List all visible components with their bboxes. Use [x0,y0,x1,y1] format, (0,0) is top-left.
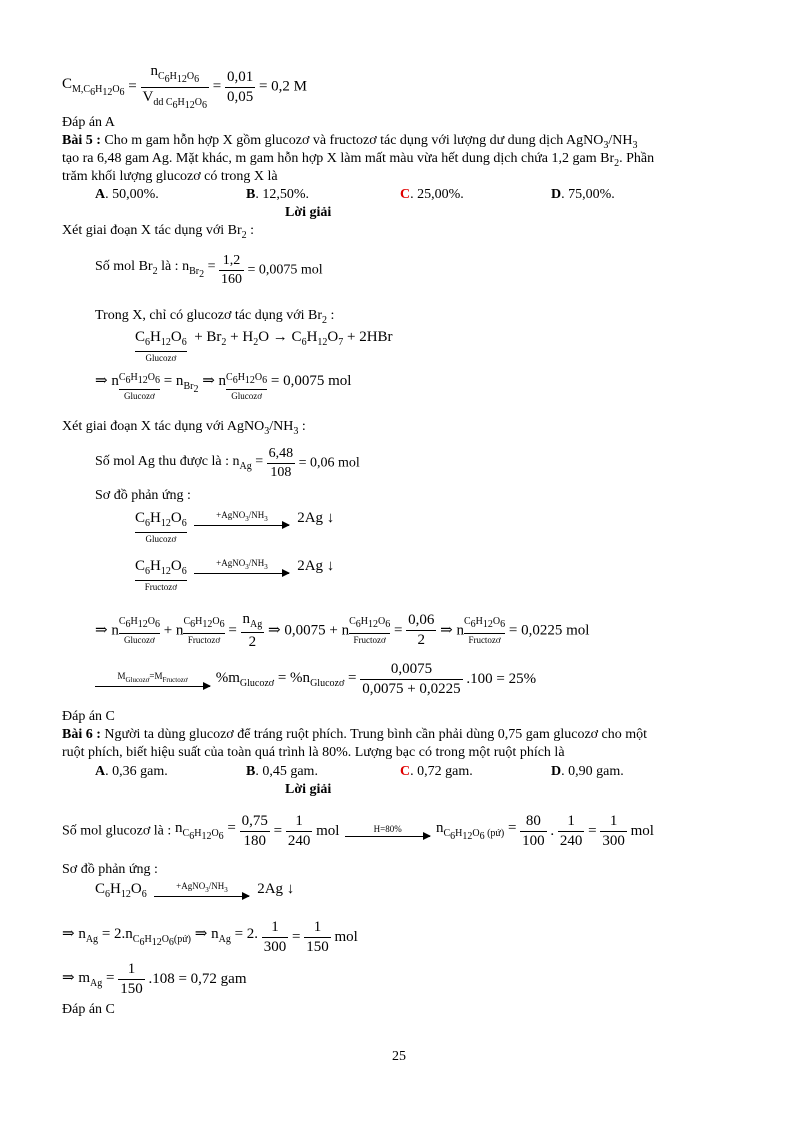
bai6-scheme: $C_6H_{12}O_6$ $+AgNO_3/NH_3$ 2Ag ↓ [95,881,295,900]
bai5-option-d: D. 75,00%. [551,187,615,202]
answer-a: Đáp án A [62,115,115,130]
bai6-mol-glucose: Số mol glucozơ là : $n_{C_6H_{12}O_6}$ = $\frac{0,75}{180}$ = $\frac{1}{240}$ mol H=80% $n_{C_6H_{12}O_6 (pứ)}$ = $\frac{80}{100}$ . $\frac{1}{240}$ = $\frac{1}{300}$ mol [62,813,654,849]
bai6-option-c: C. 0,72 gam. [400,764,473,779]
bai5-step1: Xét giai đoạn X tác dụng với $Br_2$ : [62,223,255,241]
bai6-line2: ruột phích, biết hiệu suất của toàn quá trình là 80%. Lượng bạc có trong một ruột phích là [62,745,565,760]
bai5-percent: $M_{Glucozơ}=M_{Fructozơ}$ $\%m_{Glucozơ} = \%n_{Glucozơ}$ = $\frac{0,0075}{0,0075 + 0,0225}$ .100 = 25% [95,660,536,699]
bai6-scheme-title: Sơ đồ phản ứng : [62,862,158,877]
bai5-n-glucose: ⇒ n $C_6H_{12}O_6$ Glucozơ = $n_{Br_2}$ ⇒ n $C_6H_{12}O_6$ Glucozơ = 0,0075 mol [95,372,352,401]
reaction-arrow: $+AgNO_3/NH_3$ [194,511,289,526]
bai5-line1: Bài 5 : Cho m gam hỗn hợp X gồm glucozơ và fructozơ tác dụng với lượng dư dung dịch $AgNO_3/NH_3$ [62,133,638,151]
bai5-mol-ag: Số mol Ag thu được là : $n_{Ag}$ = $\frac{6,48}{108}$ = 0,06 mol [95,446,360,480]
concentration-formula: $C_{M,C_6H_{12}O_6}$ = $\frac{n_{C_6H_{12}O_6}}{V_{dd C_6H_{12}O_6}}$ = $\frac{0,01}{0,05}$ = 0,2 M [62,63,308,111]
equal-mass-arrow: $M_{Glucozơ}=M_{Fructozơ}$ [95,672,210,687]
yield-arrow: H=80% [345,825,430,837]
bai5-line3: trăm khối lượng glucozơ có trong X là [62,169,278,184]
bai5-reaction-br2: $C_6H_{12}O_6$ Glucozơ + $Br_2 + H_2O \to C_6H_{12}O_7 + 2HBr$ [135,329,393,363]
bai5-option-a: A. 50,00%. [95,187,159,202]
bai6-solution-title: Lời giải [285,782,332,797]
bai5-only-glucose: Trong X, chỉ có glucozơ tác dụng với $Br_2$ : [95,308,335,326]
bai6-line1: Bài 6 : Người ta dùng glucozơ để tráng ruột phích. Trung bình cần phải dùng 0,75 gam glucozơ cho một [62,727,648,742]
bai5-option-b: B. 12,50%. [246,187,310,202]
page-number: 25 [392,1049,406,1064]
bai5-line2: tạo ra 6,48 gam Ag. Mặt khác, m gam hỗn hợp X làm mất màu vừa hết dung dịch chứa 1,2 gam $Br_2$. Phần [62,151,655,169]
bai6-n-ag: ⇒ $n_{Ag} = 2.n_{C_6H_{12}O_6(pứ)}$ ⇒ $n_{Ag} = 2$. $\frac{1}{300}$ = $\frac{1}{150}$ mol [62,919,358,955]
bai6-answer: Đáp án C [62,1002,115,1017]
bai5-scheme-fructose: $C_6H_{12}O_6$ Fructozơ $+AgNO_3/NH_3$ 2Ag ↓ [135,558,335,592]
bai5-sum-equation: ⇒ n $C_6H_{12}O_6$ Glucozơ + n $C_6H_{12}O_6$ Fructozơ = $\frac{n_{Ag}}{2}$ ⇒ 0,0075 + n $C_6H_{12}O_6$ Fructozơ = $\frac{0,06}{2}$ ⇒ n $C_6H_{12}O_6$ Fructozơ = 0,0225 mol [95,611,590,650]
reaction-arrow: $+AgNO_3/NH_3$ [194,559,289,574]
bai6-option-b: B. 0,45 gam. [246,764,318,779]
bai5-answer: Đáp án C [62,709,115,724]
reaction-arrow: $+AgNO_3/NH_3$ [154,882,249,897]
bai5-solution-title: Lời giải [285,205,332,220]
bai6-option-a: A. 0,36 gam. [95,764,168,779]
bai5-scheme-glucose: $C_6H_{12}O_6$ Glucozơ $+AgNO_3/NH_3$ 2Ag ↓ [135,510,335,544]
bai5-mol-br2: Số mol $Br_2$ là : $n_{Br_2}$ = $\frac{1,2}{160}$ = 0,0075 mol [95,253,323,287]
bai6-m-ag: ⇒ $m_{Ag}$ = $\frac{1}{150}$ .108 = 0,72 gam [62,961,247,997]
bai5-scheme-title: Sơ đồ phản ứng : [95,488,191,503]
bai5-option-c: C. 25,00%. [400,187,464,202]
bai5-step2: Xét giai đoạn X tác dụng với $AgNO_3/NH_3$ : [62,419,306,437]
bai6-option-d: D. 0,90 gam. [551,764,624,779]
